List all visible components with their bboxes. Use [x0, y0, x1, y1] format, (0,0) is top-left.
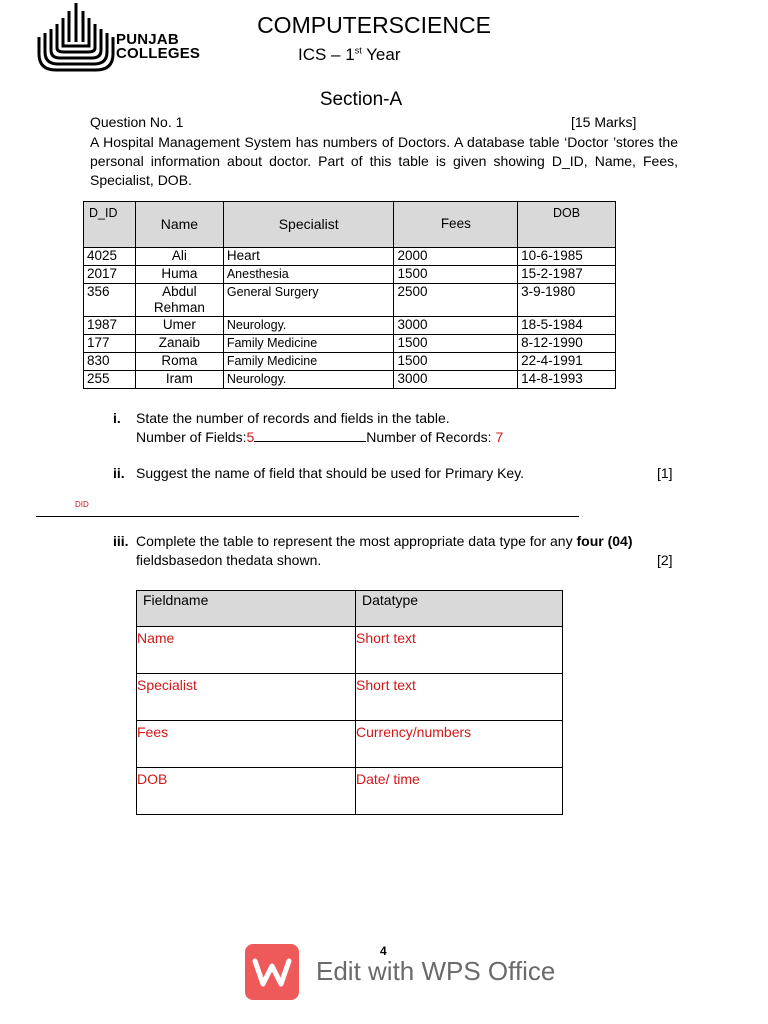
datatype-table	[136, 590, 563, 815]
col-header-did: D_ID	[84, 202, 136, 248]
cell-did: 1987	[84, 317, 136, 335]
cell-fees: 3000	[394, 371, 518, 389]
subquestion-iii-text: Complete the table to represent the most appropriate data type for any four (04)	[136, 533, 633, 549]
cell-name: Roma	[135, 353, 223, 371]
cell-name: Abdul Rehman	[135, 284, 223, 317]
table-row	[84, 317, 616, 335]
cell-did: 356	[84, 284, 136, 317]
cell-did: 830	[84, 353, 136, 371]
subquestion-iii-text-2: fieldsbasedon thedata shown.	[136, 552, 322, 568]
cell-fees: 1500	[394, 266, 518, 284]
cell-dob: 15-2-1987	[518, 266, 616, 284]
edit-with-wps-link[interactable]: Edit with WPS Office	[316, 956, 556, 986]
col-header-fieldname: Fieldname	[137, 591, 356, 627]
table-row	[137, 721, 563, 768]
class-subtitle: ICS – 1st Year	[298, 45, 401, 64]
subquestion-iii-number: iii.	[113, 533, 129, 549]
cell-datatype: Date/ time	[356, 768, 563, 815]
brand-line-2: COLLEGES	[116, 45, 201, 62]
cell-specialist: Family Medicine	[223, 335, 394, 353]
cell-specialist: Heart	[223, 248, 394, 266]
cell-dob: 10-6-1985	[518, 248, 616, 266]
question-number: Question No. 1	[90, 114, 184, 130]
cell-did: 2017	[84, 266, 136, 284]
question-text: A Hospital Management System has numbers of Doctors. A database table ‘Doctor ’stores the personal information about doctor. Part of this table is given showing D_ID, Name, Fees, Specialist, DOB.	[90, 134, 678, 188]
table-row	[84, 353, 616, 371]
cell-name: Ali	[135, 248, 223, 266]
cell-did: 4025	[84, 248, 136, 266]
subquestion-ii-text: Suggest the name of field that should be used for Primary Key.	[136, 465, 525, 481]
subquestion-ii-number: ii.	[113, 465, 125, 481]
page-title: COMPUTERSCIENCE	[257, 12, 491, 38]
wps-office-logo-icon[interactable]	[245, 944, 299, 1000]
cell-dob: 14-8-1993	[518, 371, 616, 389]
answer-rule-line	[36, 516, 579, 517]
table-row	[84, 266, 616, 284]
table-row	[137, 627, 563, 674]
col-header-specialist: Specialist	[223, 202, 394, 248]
subquestion-i-text: State the number of records and fields in the table.	[136, 410, 450, 426]
cell-dob: 8-12-1990	[518, 335, 616, 353]
table-row	[137, 674, 563, 721]
col-header-name: Name	[135, 202, 223, 248]
cell-specialist: Neurology.	[223, 317, 394, 335]
cell-fieldname: Name	[137, 627, 356, 674]
cell-fees: 2500	[394, 284, 518, 317]
cell-did: 255	[84, 371, 136, 389]
cell-fieldname: Fees	[137, 721, 356, 768]
subquestion-i-answer: Number of Fields:5 Number of Records: 7	[136, 429, 504, 445]
col-header-dob: DOB	[518, 202, 616, 248]
datatype-table-header	[137, 591, 563, 627]
cell-datatype: Short text	[356, 627, 563, 674]
brand-line-1: PUNJAB	[116, 31, 179, 48]
cell-fieldname: DOB	[137, 768, 356, 815]
cell-specialist: Anesthesia	[223, 266, 394, 284]
fields-count: 5	[246, 429, 255, 445]
table-row	[84, 371, 616, 389]
answer-blank-line	[254, 429, 366, 442]
cell-dob: 22-4-1991	[518, 353, 616, 371]
cell-name: Iram	[135, 371, 223, 389]
cell-datatype: Short text	[356, 674, 563, 721]
table-row	[137, 768, 563, 815]
cell-specialist: Neurology.	[223, 371, 394, 389]
cell-fieldname: Specialist	[137, 674, 356, 721]
subquestion-i-number: i.	[113, 410, 121, 426]
cell-dob: 3-9-1980	[518, 284, 616, 317]
records-count: 7	[495, 429, 504, 445]
cell-fees: 2000	[394, 248, 518, 266]
cell-name: Umer	[135, 317, 223, 335]
cell-name: Zanaib	[135, 335, 223, 353]
cell-specialist: Family Medicine	[223, 353, 394, 371]
cell-did: 177	[84, 335, 136, 353]
cell-fees: 1500	[394, 335, 518, 353]
emphasis-four: four (04)	[576, 533, 633, 549]
cell-fees: 1500	[394, 353, 518, 371]
table-row	[84, 248, 616, 266]
doctor-table	[83, 201, 616, 389]
col-header-fees: Fees	[394, 202, 518, 248]
cell-name: Huma	[135, 266, 223, 284]
question-marks: [15 Marks]	[571, 114, 637, 130]
cell-specialist: General Surgery	[223, 284, 394, 317]
doctor-table-header	[84, 202, 616, 248]
page-number: 4	[380, 944, 387, 958]
table-row	[84, 335, 616, 353]
cell-datatype: Currency/numbers	[356, 721, 563, 768]
table-row	[84, 284, 616, 317]
cell-fees: 3000	[394, 317, 518, 335]
col-header-datatype: Datatype	[356, 591, 563, 627]
section-heading: Section-A	[319, 89, 403, 110]
cell-dob: 18-5-1984	[518, 317, 616, 335]
subquestion-ii-marks: [1]	[657, 465, 673, 481]
subquestion-iii-marks: [2]	[657, 552, 673, 568]
wps-w-icon	[245, 944, 299, 1000]
primary-key-answer: DID	[75, 500, 89, 509]
